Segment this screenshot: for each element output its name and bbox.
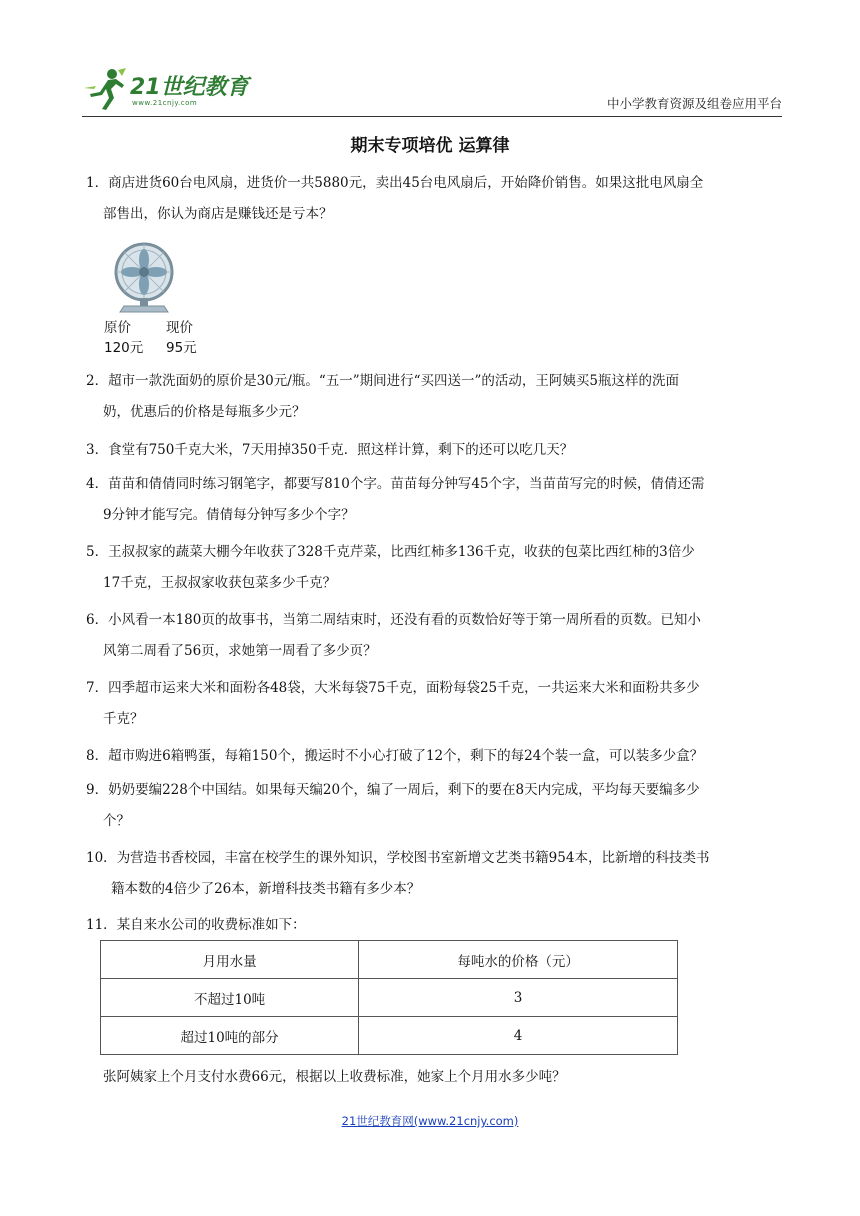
- question-number: 5．: [86, 544, 109, 560]
- question-text: 商店进货60台电风扇，进货价一共5880元，卖出45台电风扇后，开始降价销售。如果这批电风扇全: [108, 175, 704, 191]
- current-price-value: 95元: [166, 340, 197, 356]
- question-number: 9．: [86, 782, 109, 798]
- question-6: [86, 605, 786, 667]
- footer-link[interactable]: 21世纪教育网(www.21cnjy.com): [341, 1114, 519, 1128]
- table-header: 每吨水的价格（元）: [359, 941, 678, 979]
- question-text: 千克？: [103, 711, 144, 727]
- question-number: 3．: [86, 442, 109, 458]
- question-8: [86, 741, 786, 772]
- table-cell: 超过10吨的部分: [101, 1017, 359, 1055]
- question-text: 9分钟才能写完。倩倩每分钟写多少个字？: [103, 507, 355, 523]
- question-9: [86, 775, 786, 837]
- question-text: 超市购进6箱鸭蛋，每箱150个，搬运时不小心打破了12个，剩下的每24个装一盒，可以装多少盒？: [108, 748, 704, 764]
- question-text: 某自来水公司的收费标准如下：: [116, 917, 306, 933]
- original-price-value: 120元: [104, 340, 144, 356]
- question-1: [86, 168, 786, 230]
- original-price-label: 原价: [104, 320, 131, 336]
- question-number: 6．: [86, 612, 109, 628]
- logo-text: 21世纪教育: [130, 75, 249, 100]
- question-number: 4．: [86, 476, 109, 492]
- site-logo[interactable]: [82, 66, 262, 114]
- question-number: 2．: [86, 373, 109, 389]
- table-cell: 不超过10吨: [101, 979, 359, 1017]
- question-7: [86, 673, 786, 735]
- table-row: [101, 979, 678, 1017]
- question-text: 风第二周看了56页，求她第一周看了多少页？: [103, 643, 377, 659]
- question-10: [86, 843, 786, 905]
- page-header: [82, 64, 782, 116]
- question-number: 10．: [86, 850, 117, 866]
- question-text: 部售出，你认为商店是赚钱还是亏本？: [103, 206, 333, 222]
- table-header: 月用水量: [101, 941, 359, 979]
- table-cell: 3: [359, 979, 678, 1017]
- question-11: [86, 910, 786, 941]
- question-3: [86, 435, 786, 466]
- fan-prices: [104, 318, 228, 358]
- question-text: 四季超市运来大米和面粉各48袋，大米每袋75千克，面粉每袋25千克，一共运来大米和面粉共多少: [108, 680, 700, 696]
- question-number: 11．: [86, 917, 117, 933]
- question-2: [86, 366, 786, 428]
- question-4: [86, 469, 786, 531]
- header-divider: [82, 116, 782, 117]
- question-number: 8．: [86, 748, 109, 764]
- question-text: 奶，优惠后的价格是每瓶多少元？: [103, 404, 306, 420]
- question-5: [86, 537, 786, 599]
- question-11-followup: 张阿姨家上个月支付水费66元，根据以上收费标准，她家上个月用水多少吨？: [103, 1069, 566, 1085]
- question-number: 7．: [86, 680, 109, 696]
- question-text: 奶奶要编228个中国结。如果每天编20个，编了一周后，剩下的要在8天内完成，平均每天要编多少: [108, 782, 700, 798]
- question-text: 17千克，王叔叔家收获包菜多少千克？: [103, 575, 337, 591]
- question-text: 为营造书香校园，丰富在校学生的课外知识，学校图书室新增文艺类书籍954本，比新增的科技类书: [116, 850, 710, 866]
- table-cell: 4: [359, 1017, 678, 1055]
- logo-url: www.21cnjy.com: [132, 99, 198, 107]
- running-man-icon: [82, 68, 128, 112]
- question-text: 王叔叔家的蔬菜大棚今年收获了328千克芹菜，比西红柿多136千克，收获的包菜比西红柿的3倍少: [108, 544, 695, 560]
- page-title: 期末专项培优 运算律: [350, 136, 510, 156]
- question-text: 苗苗和倩倩同时练习钢笔字，都要写810个字。苗苗每分钟写45个字，当苗苗写完的时候，倩倩还需: [108, 476, 705, 492]
- platform-name: 中小学教育资源及组卷应用平台: [606, 96, 782, 111]
- table-header-row: [101, 941, 678, 979]
- water-price-table: [100, 940, 678, 1055]
- question-text: 个？: [103, 813, 130, 829]
- question-text: 小风看一本180页的故事书，当第二周结束时，还没有看的页数恰好等于第一周所看的页数。已知小: [108, 612, 701, 628]
- table-row: [101, 1017, 678, 1055]
- question-text: 超市一款洗面奶的原价是30元/瓶。“五一”期间进行“买四送一”的活动，王阿姨买5瓶这样的洗面: [108, 373, 680, 389]
- question-text: 籍本数的4倍少了26本，新增科技类书籍有多少本？: [111, 881, 421, 897]
- current-price-label: 现价: [166, 320, 193, 336]
- question-text: 食堂有750千克大米，7天用掉350千克．照这样计算，剩下的还可以吃几天？: [108, 442, 574, 458]
- question-number: 1．: [86, 175, 109, 191]
